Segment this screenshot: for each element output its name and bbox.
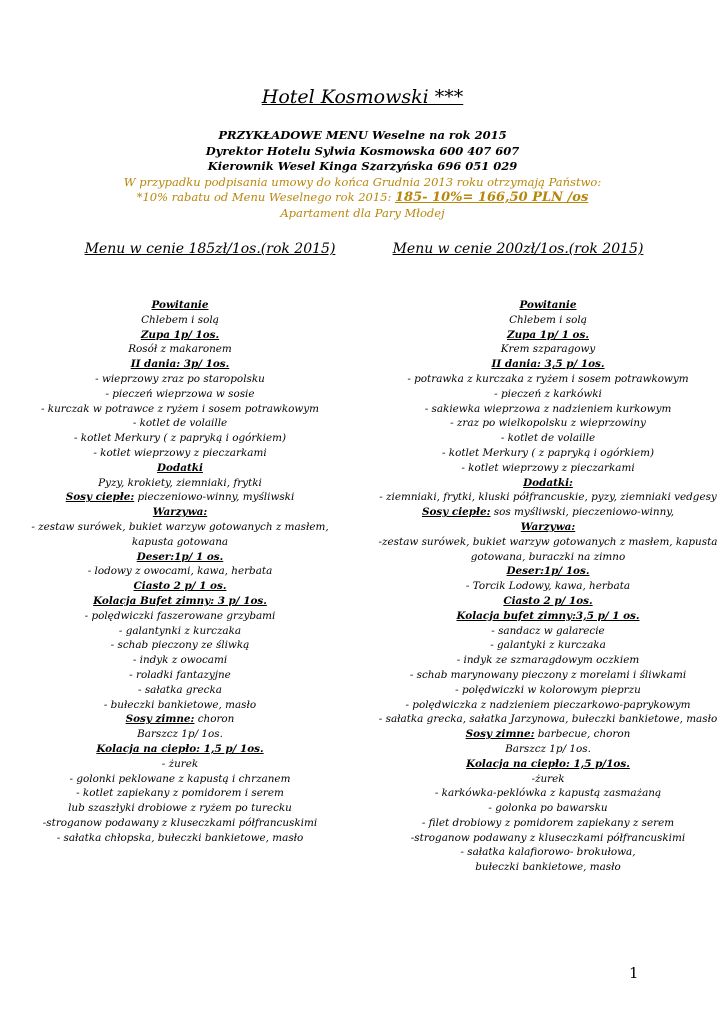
menu-line: - pieczeń z karkówki xyxy=(494,387,602,400)
menu-line: - sałatka chłopska, bułeczki bankietowe, masło xyxy=(56,831,304,844)
header-block xyxy=(0,128,725,221)
manager-line: Kierownik Wesel Kinga Szarzyńska 696 051 029 xyxy=(207,159,518,173)
menu-line: - polędwiczki w kolorowym pieprzu xyxy=(455,683,641,696)
menu-line: - indyk ze szmaragdowym oczkiem xyxy=(456,654,640,667)
menu-line: - kotlet wieprzowy z pieczarkami xyxy=(461,461,635,474)
left-menu-column xyxy=(20,298,340,845)
menu-line: Krem szparagowy xyxy=(500,343,596,356)
menu-line: - schab pieczony ze śliwką xyxy=(110,639,250,652)
section-heading: Ciasto 2 p/ 1 os. xyxy=(133,580,227,593)
section-heading: Ciasto 2 p/ 1os. xyxy=(503,594,593,607)
menu-line: - lodowy z owocami, kawa, herbata xyxy=(87,565,273,578)
menu-line: Barszcz 1p/ 1os. xyxy=(505,742,591,755)
menu-line: - ziemniaki, frytki, kluski półfrancuskie, pyzy, ziemniaki vedgesy xyxy=(379,491,717,504)
section-heading: Kolacja Bufet zimny: 3 p/ 1os. xyxy=(93,594,267,607)
menu-line: - pieczeń wieprzowa w sosie xyxy=(105,387,255,400)
menu-line: - sandacz w galarecie xyxy=(491,624,605,637)
menu-line: - żurek xyxy=(161,757,199,770)
menu-line: - sałatka kalafiorowo- brokułowa, xyxy=(460,846,636,859)
menu-line: -stroganow podawany z kluseczkami półfrancuskimi xyxy=(410,831,686,844)
menu-line: - galantynki z kurczaka xyxy=(118,624,242,637)
menu-line: - galantyki z kurczaka xyxy=(490,639,606,652)
menu-text: sos myśliwski, pieczeniowo-winny, xyxy=(490,506,675,519)
section-heading: Sosy zimne: xyxy=(465,728,535,741)
discount-line xyxy=(0,190,725,206)
menu-line: Chlebem i solą xyxy=(141,313,219,326)
right-menu-title: Menu w cenie 200zł/1os.(rok 2015) xyxy=(392,241,644,257)
menu-line: - polędwiczki faszerowane grzybami xyxy=(84,609,276,622)
left-menu-title: Menu w cenie 185zł/1os.(rok 2015) xyxy=(84,241,336,257)
menu-line: - golonka po bawarsku xyxy=(488,802,608,815)
menu-line: Pyzy, krokiety, ziemniaki, frytki xyxy=(98,476,262,489)
right-menu-column xyxy=(378,298,718,875)
menu-line: - kotlet Merkury ( z papryką i ogórkiem) xyxy=(441,446,655,459)
menu-text: choron xyxy=(194,713,235,726)
section-heading: Dodatki: xyxy=(523,476,573,489)
menu-line: - Torcik Lodowy, kawa, herbata xyxy=(465,580,631,593)
section-heading: Kolacja bufet zimny:3,5 p/ 1 os. xyxy=(456,609,640,622)
menu-line: - kotlet Merkury ( z papryką i ogórkiem) xyxy=(73,432,287,445)
section-heading: Kolacja na ciepło: 1,5 p/1os. xyxy=(466,757,630,770)
menu-line: - sałatka grecka xyxy=(138,683,222,696)
menu-line: - kurczak w potrawce z ryżem i sosem potrawkowym xyxy=(40,402,319,415)
apartment-line: Apartament dla Pary Młodej xyxy=(280,205,445,220)
menu-line: - golonki peklowane z kapustą i chrzanem xyxy=(69,772,291,785)
menu-line: - schab marynowany pieczony z morelami i śliwkami xyxy=(409,668,687,681)
menu-line: - wieprzowy zraz po staropolsku xyxy=(95,372,265,385)
menu-line: -zestaw surówek, bukiet warzyw gotowanych z masłem, kapusta xyxy=(378,535,718,548)
menu-line xyxy=(20,712,340,727)
menu-line: Rosół z makaronem xyxy=(128,343,232,356)
section-heading: Dodatki xyxy=(157,461,203,474)
menu-line: - bułeczki bankietowe, masło xyxy=(103,698,257,711)
section-heading: II dania: 3,5 p/ 1os. xyxy=(491,358,605,371)
section-heading: Warzywa: xyxy=(152,506,208,519)
menu-line: bułeczki bankietowe, masło xyxy=(475,861,621,874)
section-heading: Zupa 1p/ 1os. xyxy=(140,328,220,341)
menu-line: - polędwiczka z nadzieniem pieczarkowo-paprykowym xyxy=(405,698,691,711)
menu-line: -stroganow podawany z kluseczkami półfrancuskimi xyxy=(42,816,318,829)
section-heading: Deser:1p/ 1 os. xyxy=(136,550,224,563)
menu-line: kapusta gotowana xyxy=(131,535,229,548)
section-heading: Sosy ciepłe: xyxy=(65,491,135,504)
menu-line: - zestaw surówek, bukiet warzyw gotowanych z masłem, xyxy=(31,520,329,533)
page-number: 1 xyxy=(629,964,639,982)
menu-line xyxy=(20,490,340,505)
menu-line xyxy=(378,505,718,520)
menu-line: gotowana, buraczki na zimno xyxy=(470,550,626,563)
section-heading: II dania: 3p/ 1os. xyxy=(130,358,230,371)
menu-text: barbecue, choron xyxy=(534,728,631,741)
section-heading: Kolacja na ciepło: 1,5 p/ 1os. xyxy=(96,742,264,755)
menu-line: - sakiewka wieprzowa z nadzieniem kurkowym xyxy=(424,402,672,415)
menu-line: - kotlet wieprzowy z pieczarkami xyxy=(93,446,267,459)
menu-year-line: PRZYKŁADOWE MENU Weselne na rok 2015 xyxy=(218,128,507,142)
menu-line: - sałatka grecka, sałatka Jarzynowa, bułeczki bankietowe, masło xyxy=(378,713,718,726)
page-title: Hotel Kosmowski *** xyxy=(261,86,464,108)
menu-line: -żurek xyxy=(531,772,565,785)
menu-line: - zraz po wielkopolsku z wieprzowiny xyxy=(450,417,646,430)
menu-line: - kotlet zapiekany z pomidorem i serem xyxy=(76,787,284,800)
discount-text: *10% rabatu od Menu Weselnego rok 2015: xyxy=(136,190,395,204)
section-heading: Powitanie xyxy=(519,299,577,311)
menu-line: - karkówka-peklówka z kapustą zasmażaną xyxy=(434,787,662,800)
menu-text: pieczeniowo-winny, myśliwski xyxy=(134,491,295,504)
menu-line: - potrawka z kurczaka z ryżem i sosem potrawkowym xyxy=(407,372,689,385)
promo-line: W przypadku podpisania umowy do końca Grudnia 2013 roku otrzymają Państwo: xyxy=(123,174,602,189)
menu-line: - filet drobiowy z pomidorem zapiekany z serem xyxy=(421,816,675,829)
menu-line xyxy=(378,727,718,742)
menu-line: Barszcz 1p/ 1os. xyxy=(137,728,223,741)
menu-line: - indyk z owocami xyxy=(132,654,228,667)
section-heading: Sosy zimne: xyxy=(125,713,195,726)
director-line: Dyrektor Hotelu Sylwia Kosmowska 600 407 607 xyxy=(205,143,520,158)
menu-line: lub szaszłyki drobiowe z ryżem po turecku xyxy=(68,802,292,815)
section-heading: Warzywa: xyxy=(520,520,576,533)
section-heading: Deser:1p/ 1os. xyxy=(506,565,590,578)
discount-price: 185- 10%= 166,50 PLN /os xyxy=(395,190,589,205)
menu-line: Chlebem i solą xyxy=(509,313,587,326)
menu-line: - kotlet de volaille xyxy=(132,417,228,430)
menu-line: - roladki fantazyjne xyxy=(129,668,231,681)
section-heading: Powitanie xyxy=(151,299,209,311)
menu-line: - kotlet de volaille xyxy=(500,432,596,445)
section-heading: Zupa 1p/ 1 os. xyxy=(507,328,589,341)
section-heading: Sosy ciepłe: xyxy=(421,506,491,519)
